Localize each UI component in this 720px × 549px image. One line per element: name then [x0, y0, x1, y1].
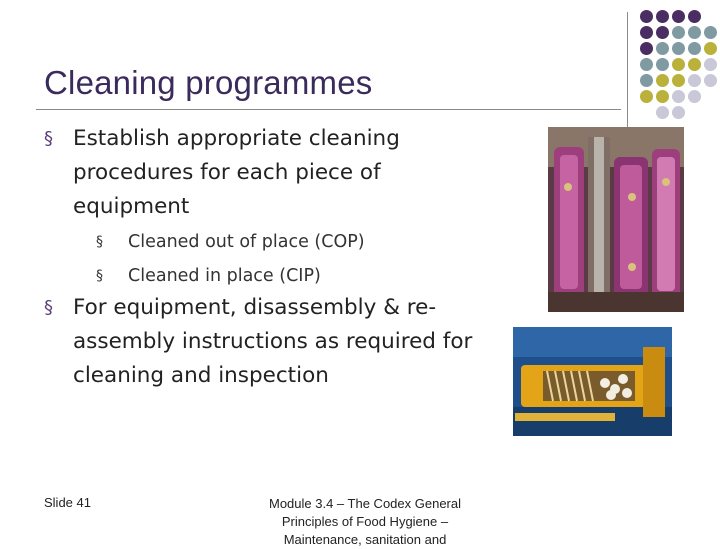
dot [688, 26, 701, 39]
equipment-photo-bottom [513, 327, 672, 436]
title-underline [36, 109, 621, 110]
dot [656, 90, 669, 103]
sub-bullet-cip-text: Cleaned in place (CIP) [128, 266, 321, 286]
dot [704, 58, 717, 71]
bullet-1-text: Establish appropriate cleaning procedures for each piece of equipment [73, 126, 400, 219]
decorative-dot-grid [640, 10, 720, 120]
yellow-auger-image [513, 327, 672, 436]
dot [656, 26, 669, 39]
dot [656, 106, 669, 119]
dot [672, 74, 685, 87]
dot [656, 58, 669, 71]
equipment-photo-top [548, 127, 684, 312]
dot [672, 58, 685, 71]
footer-module-title: Module 3.4 – The Codex General Principles of Food Hygiene – Maintenance, sanitation and [269, 496, 461, 547]
dot [704, 74, 717, 87]
bullet-marker: § [44, 297, 53, 318]
sub-bullet-cop-text: Cleaned out of place (COP) [128, 232, 365, 252]
dot [704, 42, 717, 55]
slide-number: Slide 41 [44, 495, 91, 510]
dot [640, 90, 653, 103]
dot [640, 58, 653, 71]
dot [672, 90, 685, 103]
dot [672, 10, 685, 23]
dot [704, 26, 717, 39]
dot [640, 10, 653, 23]
dot [656, 42, 669, 55]
dot [656, 10, 669, 23]
sub-bullet-marker: § [96, 234, 103, 250]
purple-machinery-image [548, 127, 684, 312]
slide-title: Cleaning programmes [44, 64, 373, 101]
vertical-rule [627, 12, 628, 127]
dot [656, 74, 669, 87]
dot [688, 58, 701, 71]
bullet-marker: § [44, 128, 53, 149]
dot [688, 90, 701, 103]
dot [672, 26, 685, 39]
dot [672, 42, 685, 55]
sub-bullet-marker: § [96, 268, 103, 284]
dot [640, 26, 653, 39]
dot [688, 42, 701, 55]
dot [688, 74, 701, 87]
dot [640, 74, 653, 87]
dot [688, 10, 701, 23]
dot [672, 106, 685, 119]
bullet-2-text: For equipment, disassembly & re-assembly instructions as required for cleaning and inspection [73, 295, 473, 388]
dot [640, 42, 653, 55]
